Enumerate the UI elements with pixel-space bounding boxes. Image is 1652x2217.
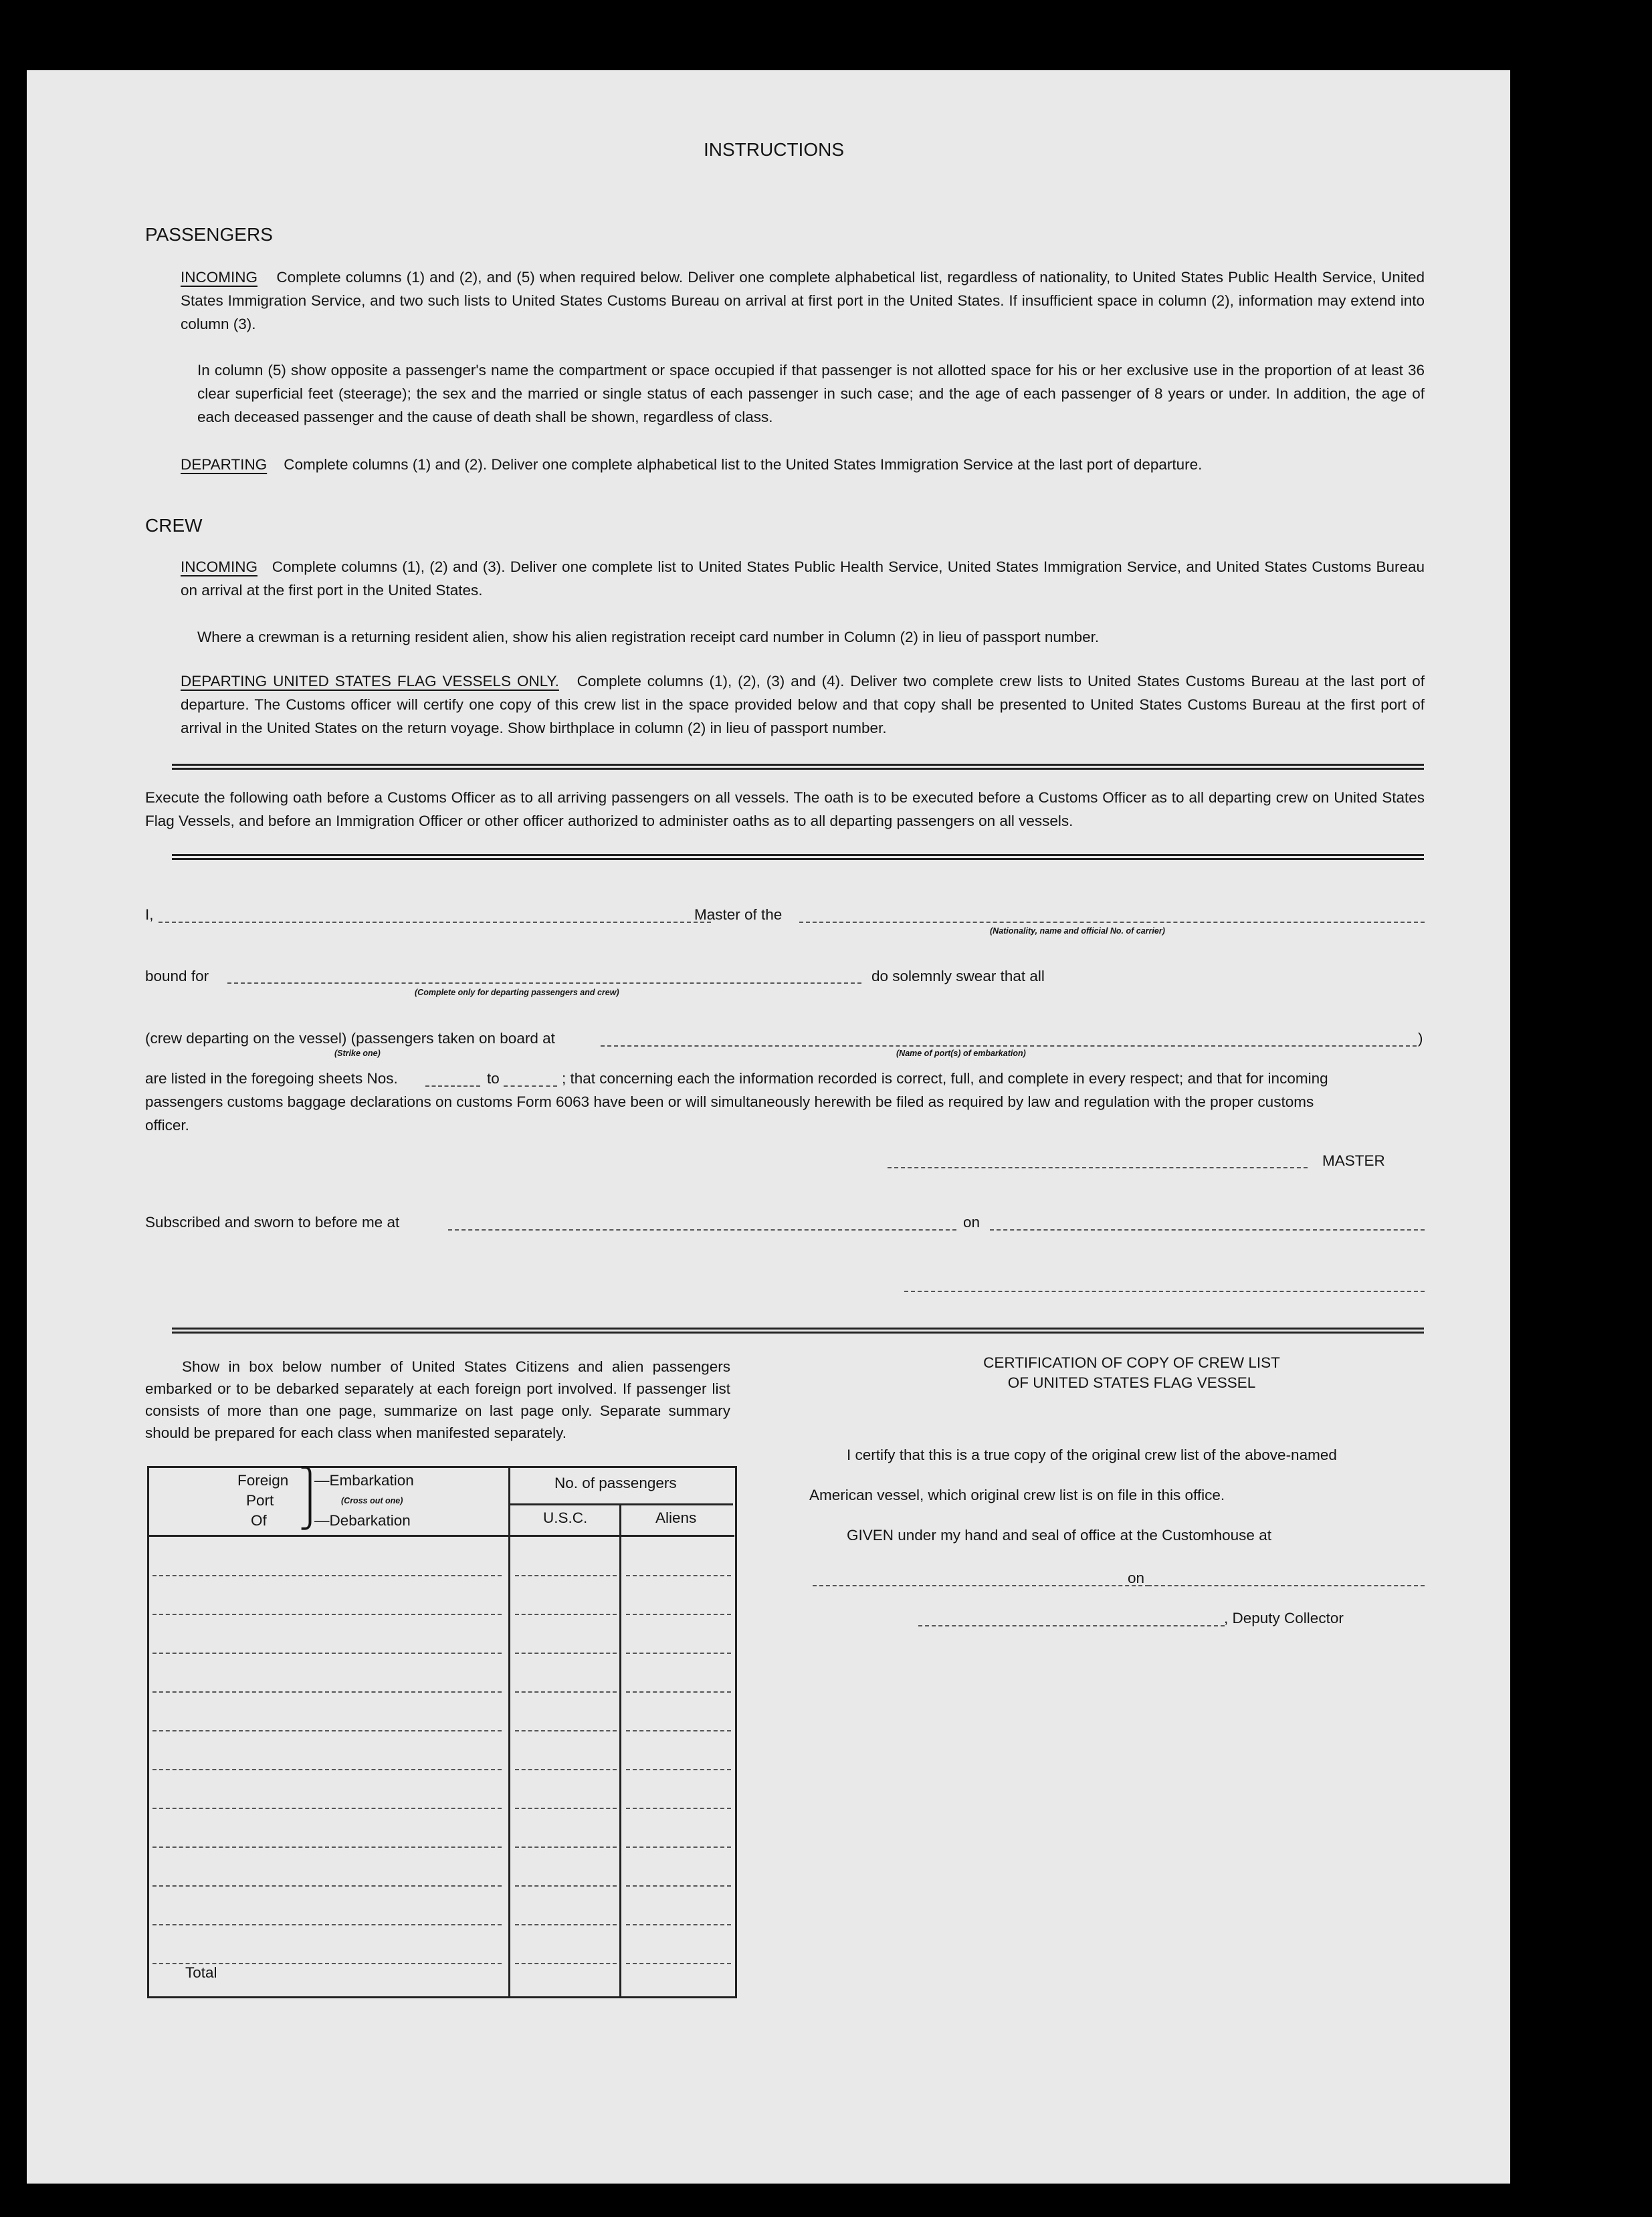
officer-signature-field[interactable]	[904, 1291, 1425, 1292]
master-label: MASTER	[1322, 1152, 1385, 1169]
close-paren: )	[1418, 1030, 1423, 1047]
passengers-departing-paragraph	[181, 453, 1425, 476]
ports-note: (Name of port(s) of embarkation)	[896, 1049, 1026, 1058]
table-row-entry-field[interactable]	[515, 1885, 617, 1887]
given-under-hand: GIVEN under my hand and seal of office at the Customhouse at	[847, 1527, 1271, 1544]
table-row-entry-field[interactable]	[515, 1614, 617, 1615]
aliens-header: Aliens	[655, 1509, 697, 1526]
table-row-entry-field[interactable]	[515, 1769, 617, 1770]
carrier-field[interactable]	[799, 922, 1425, 923]
debarkation-label: —Debarkation	[314, 1512, 411, 1529]
table-row-entry-field[interactable]	[152, 1730, 502, 1731]
divider-rule	[172, 854, 1424, 860]
table-row-entry-field[interactable]	[515, 1575, 617, 1576]
table-row-entry-field[interactable]	[152, 1769, 502, 1770]
certification-title-line2: OF UNITED STATES FLAG VESSEL	[1007, 1374, 1256, 1391]
oath-instruction: Execute the following oath before a Customs Officer as to all arriving passengers on all vessels. The oath is to be executed before a Customs Officer as to all departing crew on United States Flag Vessels, and before an Immigration Officer or other officer authorized to administer oaths as to all departing passengers on all vessels.	[145, 789, 1425, 829]
strike-one-note: (Strike one)	[334, 1049, 381, 1058]
page-title: INSTRUCTIONS	[704, 139, 844, 160]
complete-only-note: (Complete only for departing passengers and crew)	[415, 988, 619, 997]
crew-incoming-paragraph	[181, 555, 1425, 602]
passengers-departing-label: DEPARTING	[181, 456, 268, 473]
crew-incoming-label: INCOMING	[181, 558, 257, 575]
embarkation-label: —Embarkation	[314, 1472, 414, 1489]
table-row-entry-field[interactable]	[152, 1924, 502, 1925]
listed-rest: ; that concerning each the information recorded is correct, full, and complete in every respect; and that for incoming	[562, 1070, 1328, 1087]
passengers-column5-paragraph: In column (5) show opposite a passenger's name the compartment or space occupied if that passenger is not allotted space for his or her exclusive use in the proportion of at least 36 clear superficial feet (steerage); the sex and the married or single status of each passenger in such case; and the age of each passenger of 8 years or under. In addition, the age of each deceased passenger and the cause of death shall be shown, regardless of class.	[197, 362, 1425, 425]
master-name-field[interactable]	[159, 922, 711, 923]
table-row-entry-field[interactable]	[515, 1846, 617, 1848]
table-row-entry-field[interactable]	[626, 1653, 731, 1654]
master-signature-field[interactable]	[888, 1167, 1308, 1168]
table-row-entry-field[interactable]	[152, 1691, 502, 1693]
listed-in-label: are listed in the foregoing sheets Nos.	[145, 1070, 398, 1087]
col-port-label: Port	[246, 1492, 274, 1509]
crew-departing-label: DEPARTING UNITED STATES FLAG VESSELS ONLY.	[181, 673, 559, 690]
table-row-entry-field[interactable]	[626, 1614, 731, 1615]
summary-instruction: Show in box below number of United States Citizens and alien passengers embarked or to be debarked separately at each foreign port involved. If passenger list consists of more than one page, summarize on last page only. Separate summary should be prepared for each class when manifested separately.	[145, 1358, 730, 1441]
sworn-on-label: on	[963, 1214, 980, 1231]
deputy-collector-label: , Deputy Collector	[1224, 1610, 1344, 1626]
crew-departing-paragraph	[181, 669, 1425, 740]
master-of-the-label: Master of the	[694, 906, 783, 923]
col-of-label: Of	[251, 1512, 267, 1529]
table-row-entry-field[interactable]	[515, 1963, 617, 1964]
table-row-entry-field[interactable]	[626, 1769, 731, 1770]
table-row-entry-field[interactable]	[152, 1653, 502, 1654]
table-row-entry-field[interactable]	[626, 1846, 731, 1848]
passengers-incoming-label: INCOMING	[181, 269, 257, 286]
passengers-incoming-paragraph	[181, 266, 1425, 336]
table-row-entry-field[interactable]	[152, 1885, 502, 1887]
brace-bottom-icon: ⎭	[299, 1497, 321, 1529]
table-header-divider	[510, 1503, 733, 1505]
customhouse-field[interactable]	[813, 1585, 1149, 1586]
certification-on-label: on	[1128, 1570, 1145, 1586]
crew-heading: CREW	[145, 515, 203, 536]
oath-i-label: I,	[145, 906, 154, 923]
table-header-divider	[147, 1535, 734, 1537]
no-of-passengers-header: No. of passengers	[554, 1475, 677, 1491]
nationality-note: (Nationality, name and official No. of carrier)	[990, 926, 1165, 936]
form-sheet	[27, 70, 1510, 2184]
solemnly-swear-label: do solemnly swear that all	[871, 968, 1045, 984]
passengers-heading: PASSENGERS	[145, 224, 273, 245]
passenger-summary-table	[147, 1466, 737, 1998]
to-label: to	[487, 1070, 500, 1087]
passengers-incoming-text: Complete columns (1) and (2), and (5) when required below. Deliver one complete alphabetical list, regardless of nationality, to United States Public Health Service, United States Immigration Service, and two such lists to United States Customs Bureau on arrival at first port in the United States. If insufficient space in column (2), information may extend into column (3).	[181, 269, 1425, 332]
sworn-place-field[interactable]	[448, 1229, 956, 1231]
divider-rule	[172, 1328, 1424, 1334]
table-row-entry-field[interactable]	[626, 1575, 731, 1576]
table-row-entry-field[interactable]	[515, 1653, 617, 1654]
crew-departing-label: (crew departing on the vessel) (passengers taken on board at	[145, 1030, 555, 1047]
certification-title-line1: CERTIFICATION OF COPY OF CREW LIST	[983, 1354, 1280, 1371]
table-row-entry-field[interactable]	[152, 1614, 502, 1615]
sheet-to-field[interactable]	[504, 1085, 557, 1087]
passengers-departing-text: Complete columns (1) and (2). Deliver one complete alphabetical list to the United States Immigration Service at the last port of departure.	[284, 456, 1203, 473]
table-row-entry-field[interactable]	[515, 1808, 617, 1809]
crew-departing-text: Complete columns (1), (2), (3) and (4). Deliver two complete crew lists to United States Customs Bureau at the last port of departure. The Customs officer will certify one copy of this crew list in the space provided below and that copy shall be presented to United States Customs Bureau at the first port of arrival in the United States on the return voyage. Show birthplace in column (2) in lieu of passport number.	[181, 673, 1425, 736]
oath-line2: passengers customs baggage declarations on customs Form 6063 have been or will simultaneously herewith be filed as required by law and regulation with the proper customs	[145, 1093, 1314, 1110]
embarkation-ports-field[interactable]	[601, 1045, 1417, 1047]
table-row-entry-field[interactable]	[626, 1885, 731, 1887]
divider-rule	[172, 764, 1424, 770]
subscribed-label: Subscribed and sworn to before me at	[145, 1214, 400, 1231]
table-row-entry-field[interactable]	[152, 1846, 502, 1848]
table-row-entry-field[interactable]	[152, 1575, 502, 1576]
table-row-entry-field[interactable]	[515, 1691, 617, 1693]
table-row-entry-field[interactable]	[626, 1730, 731, 1731]
bound-for-field[interactable]	[227, 982, 861, 984]
table-row-entry-field[interactable]	[515, 1730, 617, 1731]
certify-line1: I certify that this is a true copy of the original crew list of the above-named	[847, 1447, 1337, 1463]
col-foreign-label: Foreign	[237, 1472, 289, 1489]
deputy-signature-field[interactable]	[918, 1625, 1225, 1626]
sheet-from-field[interactable]	[425, 1085, 480, 1087]
brace-top-icon: ⎫	[299, 1467, 321, 1500]
oath-line3: officer.	[145, 1117, 189, 1134]
table-row-entry-field[interactable]	[626, 1963, 731, 1964]
cross-out-note: (Cross out one)	[341, 1496, 403, 1505]
certify-line2: American vessel, which original crew list is on file in this office.	[809, 1487, 1225, 1503]
usc-header: U.S.C.	[543, 1509, 588, 1526]
table-row-entry-field[interactable]	[515, 1924, 617, 1925]
sworn-date-field[interactable]	[990, 1229, 1425, 1231]
table-row-entry-field[interactable]	[626, 1924, 731, 1925]
certification-date-field[interactable]	[1148, 1585, 1425, 1586]
total-label: Total	[185, 1964, 217, 1981]
table-row-entry-field[interactable]	[152, 1808, 502, 1809]
table-row-entry-field[interactable]	[626, 1808, 731, 1809]
bound-for-label: bound for	[145, 968, 209, 984]
crew-alien-paragraph: Where a crewman is a returning resident alien, show his alien registration receipt card number in Column (2) in lieu of passport number.	[197, 629, 1100, 645]
table-row-entry-field[interactable]	[626, 1691, 731, 1693]
table-column-divider	[508, 1466, 510, 1996]
table-column-divider	[619, 1503, 621, 1996]
crew-incoming-text: Complete columns (1), (2) and (3). Deliver one complete list to United States Public Health Service, United States Immigration Service, and United States Customs Bureau on arrival at the first port in the United States.	[181, 558, 1425, 599]
